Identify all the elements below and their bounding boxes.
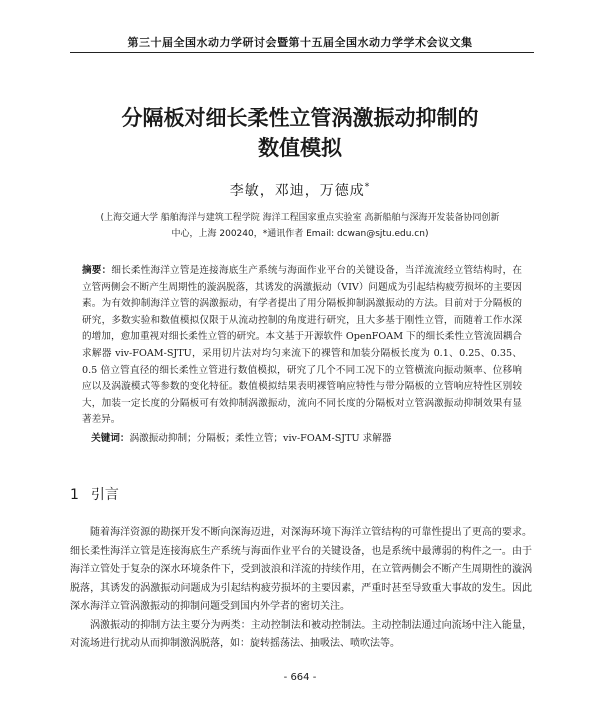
abstract-block [82, 263, 522, 448]
abstract-label: 摘要： [82, 265, 112, 276]
keywords-text: 涡激振动抑制；分隔板；柔性立管；viv-FOAM-SJTU 求解器 [129, 432, 392, 444]
section-heading [70, 484, 119, 504]
abstract-text: 细长柔性海洋立管是连接海底生产系统与海面作业平台的关键设备，当洋流流经立管结构时，在立管两侧会不断产生周期性的漩涡脱落，其诱发的涡激振动（VIV）问题成为引起结构疲劳损坏的主要因素。为有效抑制海洋立管的涡激振动，有学者提出了用分隔板抑制涡激振动的方法。目前对于分隔板的研究，多数实验和数值模拟仅限于从流动控制的角度进行研究，且大多基于刚性立管，而随着工作水深的增加，愈加重视对细长柔性立管的研究。本文基于开源软件 OpenFOAM 下的细长柔性立管流固耦合求解器 viv-FOAM-SJTU，采用切片法对均匀来流下的裸管和加装分隔板长度为 0.1、0.25、0.35、0.5 倍立管直径的细长柔性立管进行数值模拟，研究了几个不同工况下的立管横流向振动频率、位移响应以及涡漩模式等参数的变化特征。数值模拟结果表明裸管响应特性与带分隔板的立管响应特性区别较大，加装一定长度的分隔板可有效抑制涡激振动，流向不同长度的分隔板对立管涡激振动抑制效果有显著差异。 [82, 265, 523, 426]
keywords-line [82, 431, 522, 448]
affiliation [70, 210, 530, 242]
body-paragraph-2: 涡激振动的抑制方法主要分为两类：主动控制法和被动控制法。主动控制法通过向流场中注入能量，对流场进行扰动从而抑制激涡脱落，如：旋转摇荡法、抽吸法、喷吹法等。 [70, 619, 532, 649]
keywords-label: 关键词： [91, 432, 130, 444]
header-rule [70, 52, 534, 53]
section-number: 1 [70, 487, 79, 503]
title-line-2: 数值模拟 [258, 136, 342, 160]
abstract-paragraph [82, 263, 522, 429]
paper-title [60, 103, 540, 163]
running-head: 第三十届全国水动力学研讨会暨第十五届全国水动力学学术会议文集 [127, 36, 473, 49]
title-line-1: 分隔板对细长柔性立管涡激振动抑制的 [121, 106, 479, 130]
author-list [0, 180, 600, 200]
affiliation-line-1: (上海交通大学 船舶海洋与建筑工程学院 海洋工程国家重点实验室 高新船舶与深海开发装备协同创新 [100, 213, 500, 223]
body-text [70, 524, 532, 654]
affiliation-line-2: 中心，上海 200240，*通讯作者 Email: dcwan@sjtu.edu.cn) [171, 229, 429, 239]
author-names: 李敏，邓迪，万德成 [229, 183, 365, 199]
body-paragraph-1: 随着海洋资源的勘探开发不断向深海迈进，对深海环境下海洋立管结构的可靠性提出了更高的要求。细长柔性海洋立管是连接海底生产系统与海面作业平台的关键设备，也是系统中最薄弱的构件之一。由于海洋立管处于复杂的深水环境条件下，受到波浪和洋流的持续作用，在立管两侧会不断产生周期性的漩涡脱落，其诱发的涡激振动问题成为引起结构疲劳损坏的主要因素，严重时甚至导致重大事故的发生。因此深水海洋立管涡激振动的抑制问题受到国内外学者的密切关注。 [70, 527, 532, 612]
page-number: - 664 - [283, 672, 317, 683]
corresponding-marker: * [364, 182, 371, 193]
section-title: 引言 [90, 487, 119, 503]
